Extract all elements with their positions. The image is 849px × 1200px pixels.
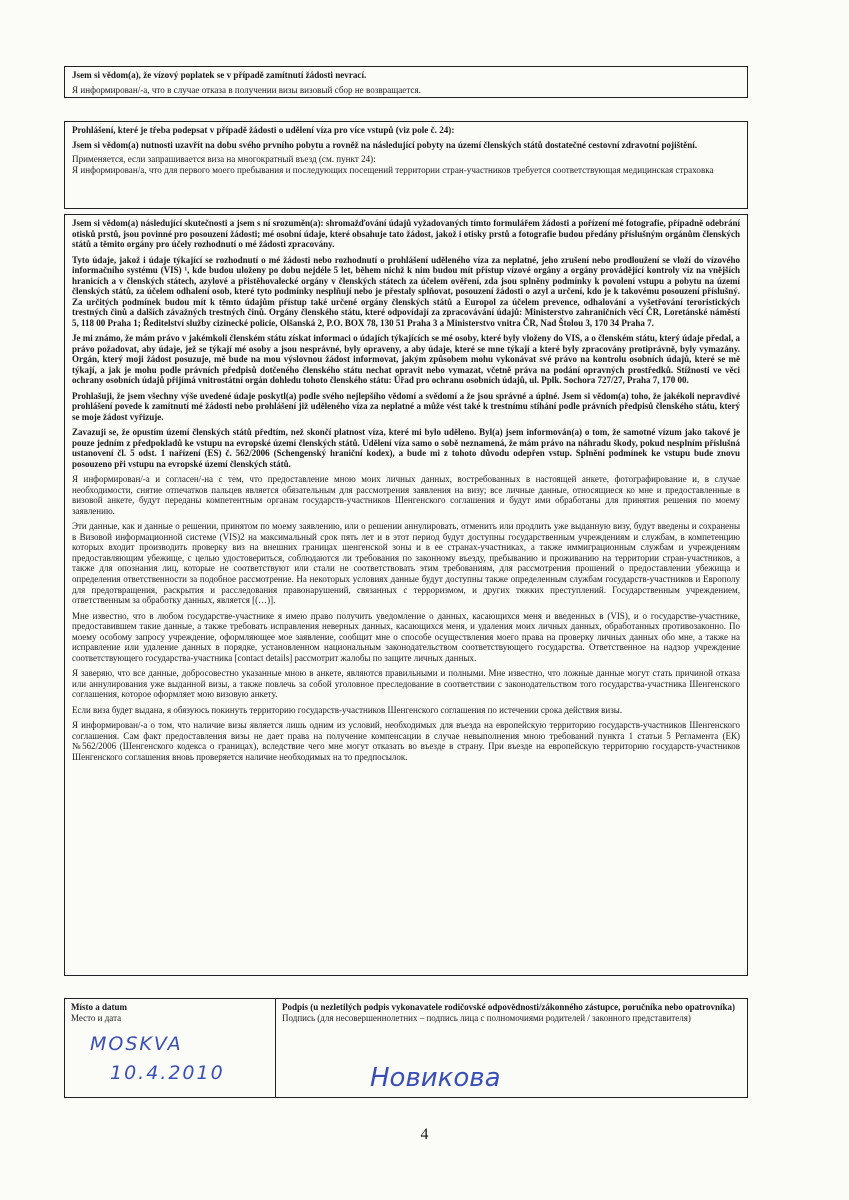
declaration-ru-paragraph: Я заверяю, что все данные, добросовестно указанные мною в анкете, являются правильными и полными. Мне известно, что ложные данные могут стать причиной отказа или аннулирования уже выданной визы, а также повлечь за собой уголовное преследование в соответствии с законодательством того государства-участника Шенгенского соглашения, которое оформляет мою визовую анкету.: [72, 668, 740, 700]
visa-fee-notice-box: [64, 66, 748, 98]
multiple-entry-ru-1: Применяется, если запрашивается виза на многократный въезд (см. пункт 24):: [72, 154, 376, 165]
declaration-ru-paragraph: Если виза будет выдана, я обязуюсь покинуть территорию государств-участников Шенгенского соглашения по истечении срока действия визы.: [72, 704, 623, 715]
page-number: 4: [420, 1126, 429, 1143]
declaration-cz-paragraph: Tyto údaje, jakož i údaje týkající se rozhodnutí o mé žádosti nebo rozhodnutí o prohlášení uděleného víza za neplatné, jeho zrušení nebo prodloužení se vloží do vízového informačního systému (VIS) ¹, kde budou uloženy po dobu nejdéle 5 let, během nichž k nim budou mít přístup vízové orgány a orgány provádějící kontroly víz na vnějších hranicích a v členských státech, azylové a přistěhovalecké orgány v členských státech za účelem ověření, zda jsou splněny podmínky k povolení vstupu a pobytu na území členských států, za účelem odhalení osob, které tyto podmínky nesplňují nebo je přestaly splňovat, posouzení žádosti o azyl a určení, kdo je k takovému posouzení příslušný. Za určitých podmínek budou mít k těmto údajům přístup také určené orgány členských států a Europol za účelem prevence, odhalování a vyšetřování teroristických trestných činů a dalších závažných trestných činů. Orgány členského státu, které odpovídají za zpracovávání údajů: Ministerstvo zahraničních věcí ČR, Loretánské náměstí 5, 118 00 Praha 1; Ředitelství služby cizinecké policie, Olšanská 2, P.O. BOX 78, 130 51 Praha 3 a Ministerstvo vnitra ČR, Nad Štolou 3, 170 34 Praha 7.: [72, 254, 740, 328]
multiple-entry-title: Prohlášení, které je třeba podepsat v případě žádosti o udělení víza pro více vstupů (viz pole č. 24):: [72, 125, 455, 135]
visa-fee-notice-cz: Jsem si vědom(a), že vízový poplatek se v případě zamítnutí žádosti nevrací.: [72, 70, 367, 80]
signature-label-ru: Подпись (для несовершеннолетних – подпись лица с полномочиями родителей / законного представителя): [282, 1012, 691, 1023]
data-processing-declaration-box: [64, 214, 748, 976]
signature-label-cz: Podpis (u nezletilých podpis vykonavatele rodičovské odpovědnosti/zákonného zástupce, poručníka nebo opatrovníka): [282, 1002, 735, 1012]
declaration-cz-paragraph: Jsem si vědom(a) následující skutečnosti a jsem s ní srozuměn(a): shromažďování údajů vyžadovaných tímto formulářem žádosti a pořízení mé fotografie, případně odebrání otisků prstů, jsou povinné pro posouzení žádosti; mé osobní údaje, které obsahuje tato žádost, jakož i otisky prstů a fotografie budou předány příslušným orgánům členských států a těmito orgány pro účely rozhodnutí o mé žádosti zpracovány.: [72, 218, 740, 250]
declaration-ru-paragraph: Мне известно, что в любом государстве-участнике я имею право получить уведомление о данных, касающихся меня и введенных в (VIS), и о государстве-участнике, предоставившем такие данные, а также требовать исправления неверных данных, касающихся меня, и удаления моих личных данных, обработанных противозаконно. По моему особому запросу учреждение, оформляющее мое заявление, сообщит мне о способе осуществления моего права на проверку личных данных обо мне, а также на исправление или удаление данных в порядке, установленном национальным законодательством соответствующего государства. Ответственное на надзор учреждение соответствующего государства-участника [contact details] рассмотрит жалобы по защите личных данных.: [72, 610, 740, 663]
multiple-entry-cz: Jsem si vědom(a) nutnosti uzavřít na dobu svého prvního pobytu a rovněž na následující pobyty na území členských států dostatečné cestovní zdravotní pojištění.: [72, 139, 698, 150]
handwritten-place: MOSKVA: [90, 1033, 183, 1055]
place-date-label-ru: Место и дата: [71, 1012, 122, 1023]
signature-field: [276, 998, 748, 1098]
multiple-entry-declaration-box: [64, 121, 748, 209]
declaration-ru-paragraph: Эти данные, как и данные о решении, принятом по моему заявлению, или о решении аннулировать, отменить или продлить уже выданную визу, будут введены и сохранены в Визовой информационной системе (VIS)2 на максимальный срок пять лет и в этот период будут доступны государственным учреждениям и службам, в компетенцию которых входит производить проверку виз на внешних границах шенгенской зоны и в ее странах-участниках, а также иммиграционным службам и учреждениям предоставляющим убежище, с целью удостовериться, соблюдаются ли требования по законному въезду, пребыванию и проживанию на территории стран-участников, а также для опознания лиц, которые не соответствуют или стали не соответствовать этим требованиям, для рассмотрения прошений о предоставлении убежища и определения ответственности за подобное рассмотрение. На некоторых условиях данные будут доступны также определенным службам государств-участников и Европолу для предотвращения, раскрытия и расследования правонарушений, связанных с терроризмом, и других тяжких преступлений. Государственным учреждением, ответственным за обработку данных, является [(…)].: [72, 521, 740, 606]
declaration-ru-paragraph: Я информирован/-а о том, что наличие визы является лишь одним из условий, необходимых для въезда на европейскую территорию государств-участников Шенгенского соглашения. Сам факт предоставления визы не дает права на получение компенсации в случае невыполнения мною требований пункта 1 статьи 5 Регламента (ЕК) №562/2006 (Шенгенского кодекса о границах), вследствие чего мне могут отказать во въезде в страну. При въезде на европейскую территорию государств-участников Шенгенского соглашения вновь проверяется наличие необходимых на то предпосылок.: [72, 720, 740, 762]
place-date-label-cz: Místo a datum: [71, 1002, 127, 1012]
declaration-ru-paragraph: Я информирован/-а и согласен/-на с тем, что предоставление мною моих личных данных, востребованных в настоящей анкете, фотографирование и, в случае необходимости, снятие отпечатков пальцев является обязательным для рассмотрения заявления на визу; все личные данные, относящиеся ко мне и предоставленные в визовой анкете, будут переданы компетентным органам государств-участников Шенгенского соглашения и будут ими обработаны для принятия решения по моему заявлению.: [72, 474, 740, 516]
declaration-cz-paragraph: Prohlašuji, že jsem všechny výše uvedené údaje poskytl(a) podle svého nejlepšího vědomí a svědomí a že jsou správné a úplné. Jsem si vědom(a) toho, že jakékoli nepravdivé prohlášení povede k zamítnutí mé žádosti nebo prohlášení již uděleného víza za neplatné a může vést také k trestnímu stíhání podle právních předpisů členského státu, který se moje žádost vyřizuje.: [72, 390, 740, 422]
multiple-entry-ru-2: Я информирован/а, что для первого моего пребывания и последующих посещений территории стран-участников требуется соответствующая медицинская страховка: [72, 165, 714, 176]
declaration-cz-paragraph: Je mi známo, že mám právo v jakémkoli členském státu získat informaci o údajích týkajících se mé osoby, které byly vloženy do VIS, a o členském státu, který údaje předal, a právo požadovat, aby údaje, jež se týkají mé osoby a jsou nesprávné, byly opraveny, a aby údaje, které se mne týkají a které byly zpracovány protiprávně, byly vymazány. Orgán, který moji žádost posuzuje, mě bude na mou výslovnou žádost informovat, jakým způsobem mohu vykonávat své právo na kontrolu osobních údajů, které se mě týkají, a jak je mohu podle právních předpisů dotčeného členského státu nechat opravit nebo vymazat, včetně práva na podání opravných prostředků. Stížnosti ve věci ochrany osobních údajů přijímá vnitrostátní orgán dohledu tohoto členského státu: Úřad pro ochranu osobních údajů, ul. Pplk. Sochora 727/27, Praha 7, 170 00.: [72, 333, 740, 386]
declaration-cz-paragraph: Zavazuji se, že opustím území členských států předtím, než skončí platnost víza, které mi bylo uděleno. Byl(a) jsem informován(a) o tom, že samotné vízum jako takové je pouze jedním z předpokladů ke vstupu na evropské území členských států. Udělení víza samo o sobě neznamená, že mám právo na náhradu škody, pokud nesplním příslušná ustanovení čl. 5 odst. 1 nařízení (ES) č. 562/2006 (Schengenský hraniční kodex), a bude mi z tohoto důvodu odepřen vstup. Splnění podmínek ke vstupu bude znovu posouzeno při vstupu na evropské území členských států.: [72, 427, 740, 469]
handwritten-date: 10.4.2010: [110, 1062, 225, 1084]
handwritten-signature: Новикова: [370, 1063, 501, 1093]
visa-fee-notice-ru: Я информирован/-а, что в случае отказа в получении визы визовый сбор не возвращается.: [72, 84, 421, 95]
